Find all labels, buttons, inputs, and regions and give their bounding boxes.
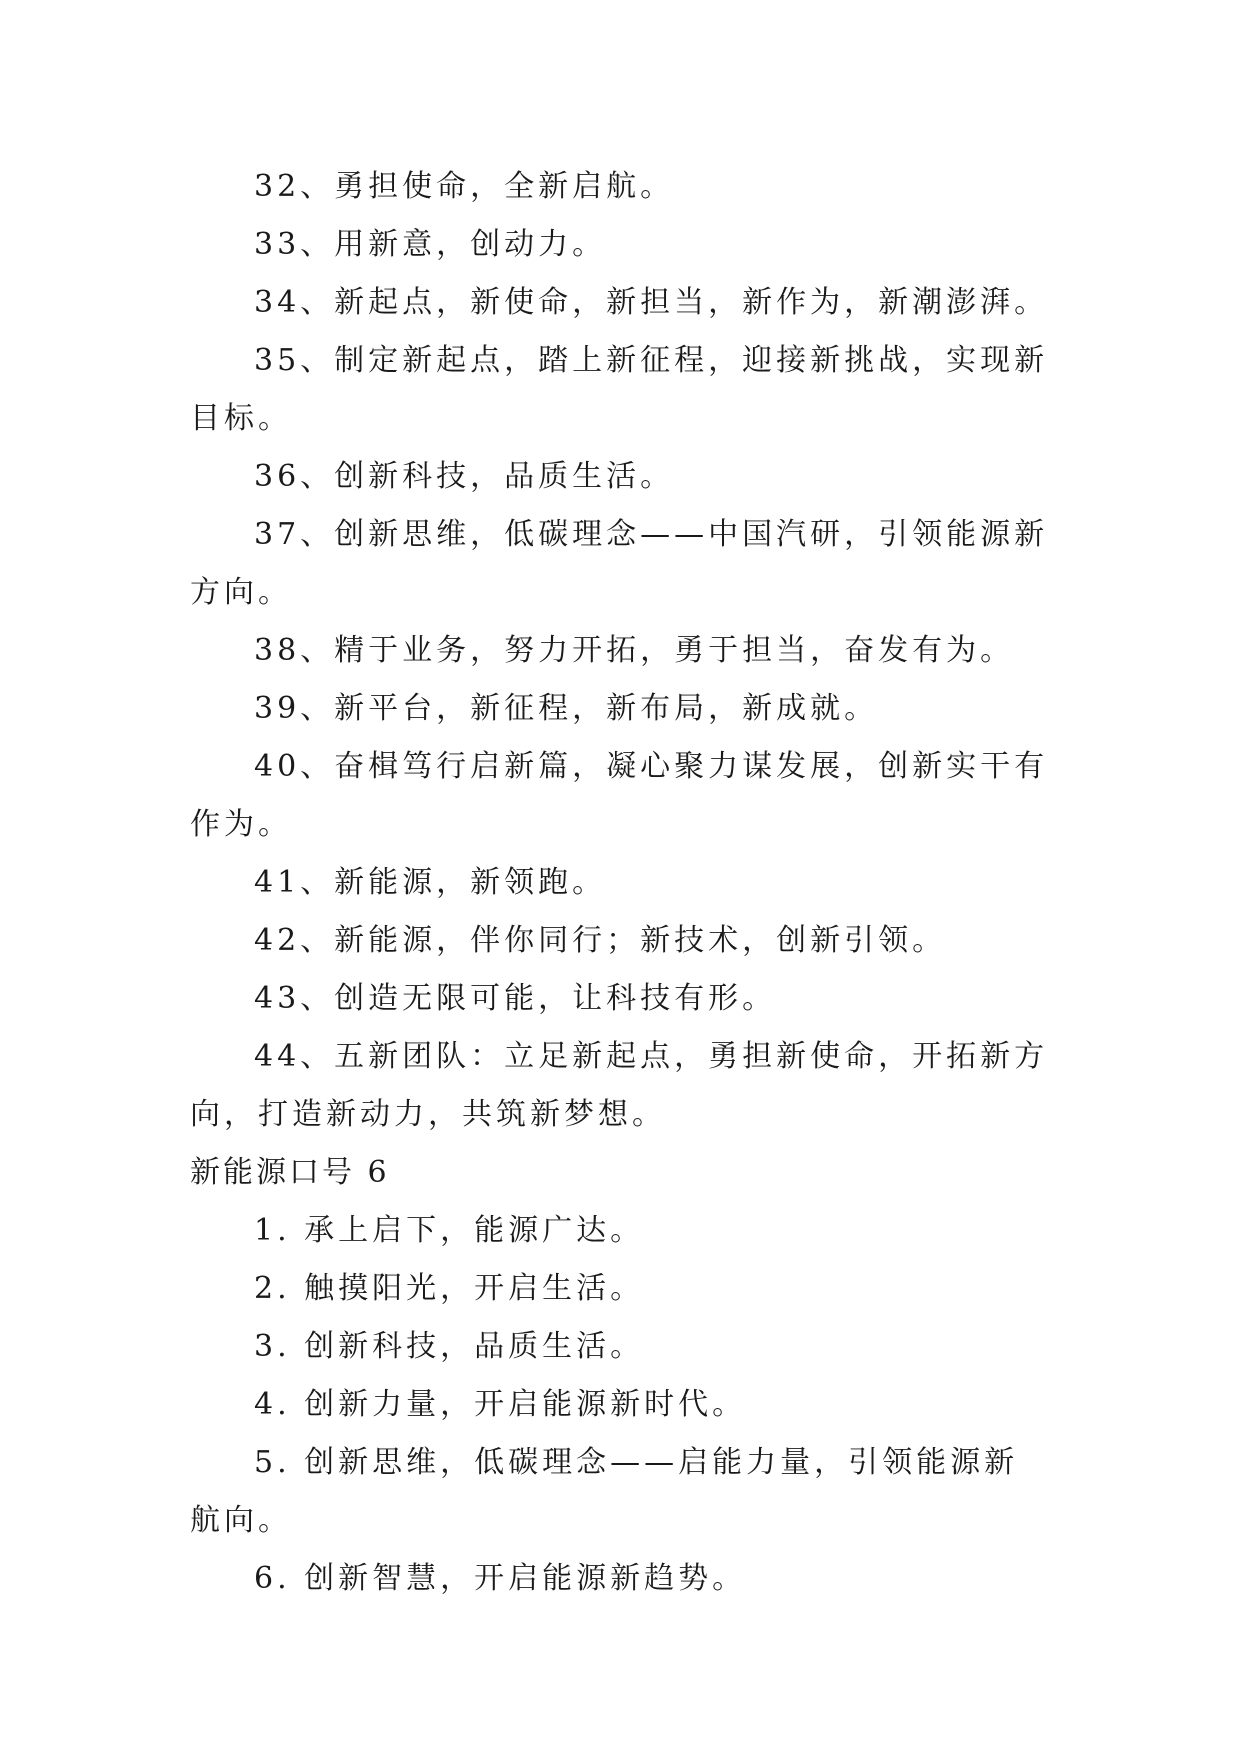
slogan-item-43: 43、创造无限可能，让科技有形。 bbox=[254, 981, 777, 1016]
slogan-item-38: 38、精于业务，努力开拓，勇于担当，奋发有为。 bbox=[254, 633, 1015, 668]
slogan-item-37: 37、创新思维，低碳理念——中国汽研，引领能源新方向。 bbox=[190, 517, 1049, 610]
slogan-item-3: 3. 创新科技，品质生活。 bbox=[254, 1329, 645, 1364]
slogan-item-5: 5. 创新思维，低碳理念——启能力量，引领能源新航向。 bbox=[190, 1445, 1019, 1538]
slogan-item-4: 4. 创新力量，开启能源新时代。 bbox=[254, 1387, 747, 1422]
slogan-item-33: 33、用新意，创动力。 bbox=[254, 227, 607, 262]
slogan-item-34: 34、新起点，新使命，新担当，新作为，新潮澎湃。 bbox=[254, 285, 1049, 320]
slogan-item-42: 42、新能源，伴你同行；新技术，创新引领。 bbox=[254, 923, 947, 958]
slogan-item-36: 36、创新科技，品质生活。 bbox=[254, 459, 675, 494]
slogan-item-6: 6. 创新智慧，开启能源新趋势。 bbox=[254, 1561, 747, 1596]
slogan-item-40: 40、奋楫笃行启新篇，凝心聚力谋发展，创新实干有作为。 bbox=[190, 749, 1049, 842]
slogan-item-1: 1. 承上启下，能源广达。 bbox=[254, 1213, 645, 1248]
slogan-item-41: 41、新能源，新领跑。 bbox=[254, 865, 607, 900]
slogan-item-2: 2. 触摸阳光，开启生活。 bbox=[254, 1271, 645, 1306]
slogan-item-44: 44、五新团队：立足新起点，勇担新使命，开拓新方向，打造新动力，共筑新梦想。 bbox=[190, 1039, 1049, 1132]
slogan-item-32: 32、勇担使命，全新启航。 bbox=[254, 169, 675, 204]
document-body bbox=[190, 158, 1050, 1608]
section-heading: 新能源口号 6 bbox=[190, 1155, 390, 1190]
slogan-item-35: 35、制定新起点，踏上新征程，迎接新挑战，实现新目标。 bbox=[190, 343, 1049, 436]
slogan-item-39: 39、新平台，新征程，新布局，新成就。 bbox=[254, 691, 879, 726]
